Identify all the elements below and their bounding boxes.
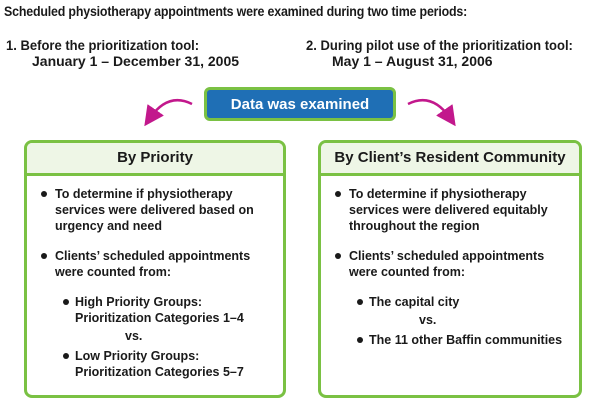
by-community-panel bbox=[318, 140, 582, 398]
period-during bbox=[306, 37, 593, 69]
high-priority-categories: Prioritization Categories 1–4 bbox=[75, 311, 244, 325]
by-community-title: By Client’s Resident Community bbox=[321, 143, 579, 176]
period-during-dates: May 1 – August 31, 2006 bbox=[332, 53, 493, 69]
intro-text: Scheduled physiotherapy appointments were examined during two time periods: bbox=[4, 4, 468, 19]
by-priority-panel bbox=[24, 140, 286, 398]
period-before-dates: January 1 – December 31, 2005 bbox=[32, 53, 240, 69]
high-priority-label: High Priority Groups: bbox=[75, 295, 203, 309]
data-examined-box bbox=[204, 87, 396, 121]
data-examined-label: Data was examined bbox=[230, 95, 370, 113]
period-during-label: 2. During pilot use of the prioritization tool: bbox=[306, 37, 573, 53]
community-bullet-purpose: To determine if physiotherapy services were delivered equitably throughout the region bbox=[335, 186, 569, 234]
period-before bbox=[6, 37, 239, 69]
other-communities-item: The 11 other Baffin communities bbox=[335, 332, 569, 348]
priority-vs: vs. bbox=[125, 329, 143, 343]
arrow-right bbox=[408, 100, 450, 118]
low-priority-label: Low Priority Groups: bbox=[75, 349, 200, 363]
community-bullet-counted: Clients’ scheduled appointments were counted from: bbox=[335, 248, 569, 280]
low-priority-group bbox=[41, 348, 273, 380]
community-vs: vs. bbox=[419, 313, 437, 327]
priority-bullet-counted: Clients’ scheduled appointments were counted from: bbox=[41, 248, 273, 280]
high-priority-group bbox=[41, 294, 273, 326]
low-priority-categories: Prioritization Categories 5–7 bbox=[75, 365, 244, 379]
priority-bullet-purpose: To determine if physiotherapy services were delivered based on urgency and need bbox=[41, 186, 273, 234]
capital-city-item: The capital city bbox=[335, 294, 569, 310]
by-priority-title: By Priority bbox=[27, 143, 283, 176]
arrow-left bbox=[150, 100, 192, 118]
period-before-label: 1. Before the prioritization tool: bbox=[6, 37, 200, 53]
